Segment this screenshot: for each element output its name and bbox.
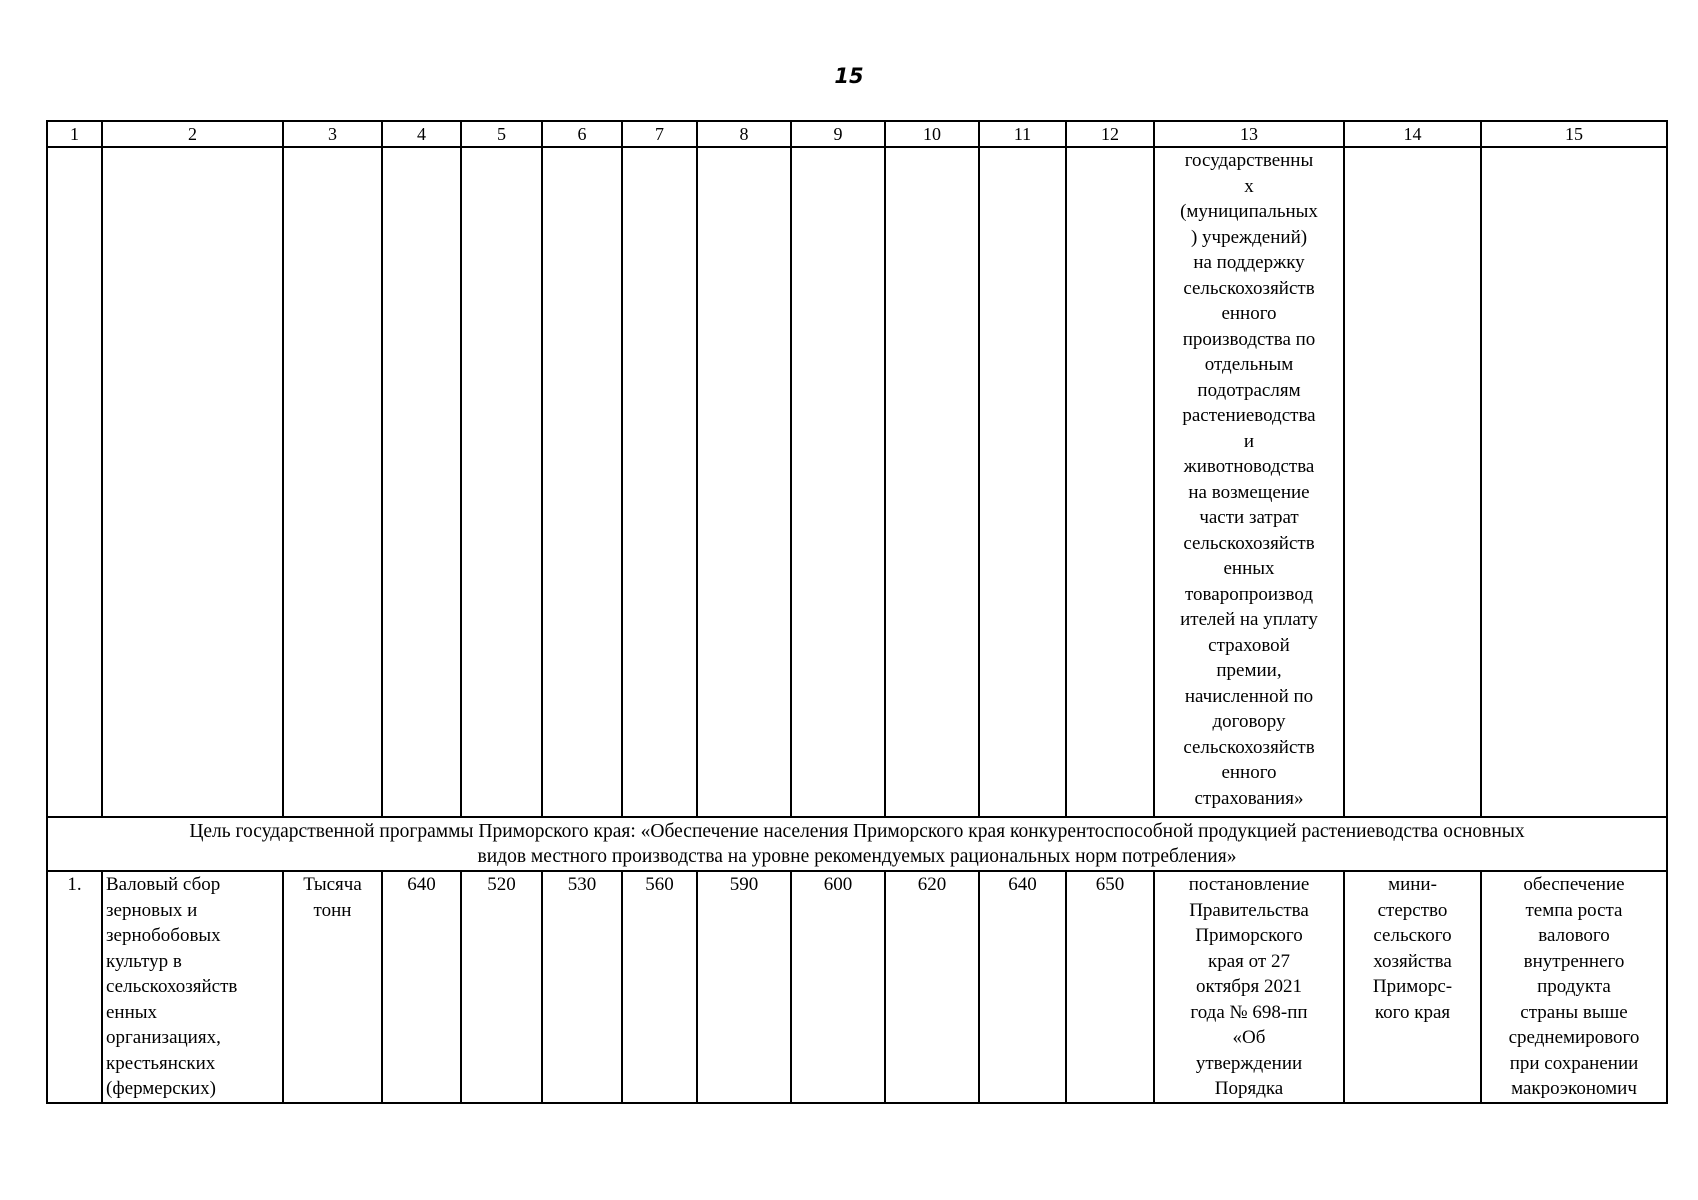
text-line: подотраслям [1197, 379, 1301, 401]
column-number-10: 10 [885, 121, 979, 147]
row-number: 1. [47, 871, 102, 1103]
continuation-row [47, 147, 1667, 817]
text-line: среднемирового [1508, 1027, 1640, 1048]
column-number-11: 11 [979, 121, 1066, 147]
column-number-5: 5 [461, 121, 542, 147]
empty-cell [885, 147, 979, 817]
text-line: растениеводства [1182, 405, 1316, 426]
empty-cell [1344, 147, 1481, 817]
empty-cell [979, 147, 1066, 817]
empty-cell [382, 147, 461, 817]
text-line: (муниципальных [1180, 201, 1318, 222]
text-line: Приморского [1195, 925, 1303, 946]
text-line: валового [1538, 925, 1610, 946]
empty-cell [542, 147, 622, 817]
text-line: (фермерских) [106, 1078, 216, 1099]
text-line: «Об [1232, 1027, 1266, 1048]
text-line: края от 27 [1208, 950, 1290, 972]
column-numbers-row [47, 121, 1667, 147]
column-number-8: 8 [697, 121, 791, 147]
text-line: и [1243, 430, 1255, 452]
text-line: сельскохозяйств [1183, 532, 1315, 554]
value-cell: 650 [1066, 871, 1154, 1103]
text-line: товаропроизвод [1184, 583, 1313, 605]
text-line: на поддержку [1193, 252, 1305, 273]
text-line: продукта [1537, 976, 1611, 997]
text-line: отдельным [1204, 354, 1294, 375]
column-number-9: 9 [791, 121, 885, 147]
column-number-3: 3 [283, 121, 382, 147]
text-line: постановление [1188, 874, 1310, 895]
text-line: ) учреждений) [1190, 226, 1308, 248]
text-line: части затрат [1199, 507, 1299, 528]
empty-cell [461, 147, 542, 817]
text-line: сельского [1373, 925, 1452, 946]
national-goal-cell [1481, 871, 1667, 1103]
responsible-executor-cell [1344, 871, 1481, 1103]
column-number-1: 1 [47, 121, 102, 147]
text-line: сельскохозяйств [1183, 277, 1315, 299]
column-number-2: 2 [102, 121, 283, 147]
text-line: Валовый сбор [106, 874, 221, 895]
value-cell: 590 [697, 871, 791, 1103]
text-line: культур в [106, 950, 182, 972]
column-number-7: 7 [622, 121, 697, 147]
text-line: кого края [1374, 1001, 1451, 1023]
program-goal-cell [47, 817, 1667, 871]
text-line: на возмещение [1188, 481, 1310, 503]
text-line: ителей на уплату [1180, 609, 1318, 630]
empty-cell [1481, 147, 1667, 817]
column-number-4: 4 [382, 121, 461, 147]
legal-document-cell [1154, 871, 1344, 1103]
value-cell: 520 [461, 871, 542, 1103]
indicator-name-cell [102, 871, 283, 1103]
text-line: енного [1221, 303, 1277, 324]
text-line: начисленной по [1184, 685, 1314, 707]
text-line: енных [106, 1001, 158, 1023]
text-line: Тысяча [303, 874, 362, 895]
value-cell: 560 [622, 871, 697, 1103]
text-line: Порядка [1214, 1078, 1284, 1099]
text-line: договору [1212, 711, 1286, 732]
continued-document-cell [1154, 147, 1344, 817]
program-goal-row [47, 817, 1667, 871]
empty-cell [283, 147, 382, 817]
empty-cell [47, 147, 102, 817]
indicator-row [47, 871, 1667, 1103]
column-number-14: 14 [1344, 121, 1481, 147]
text-line: производства по [1182, 328, 1316, 350]
text-line: страхования» [1194, 787, 1304, 809]
unit-cell [283, 871, 382, 1103]
column-number-6: 6 [542, 121, 622, 147]
text-line: при сохранении [1509, 1052, 1639, 1074]
value-cell: 620 [885, 871, 979, 1103]
column-number-13: 13 [1154, 121, 1344, 147]
text-line: тонн [313, 899, 352, 921]
empty-cell [697, 147, 791, 817]
text-line: макроэкономич [1511, 1078, 1637, 1099]
page-number: 15 [834, 64, 864, 88]
empty-cell [102, 147, 283, 817]
value-cell: 530 [542, 871, 622, 1103]
value-cell: 640 [382, 871, 461, 1103]
text-line: Приморс- [1372, 976, 1453, 997]
text-line: зернобобовых [106, 925, 221, 946]
text-line: сельскохозяйств [1183, 736, 1315, 758]
column-number-12: 12 [1066, 121, 1154, 147]
program-goal-line-1: Цель государственной программы Приморского края: «Обеспечение населения Приморского края конкурентоспособной продукцией растениеводства основных [189, 821, 1525, 842]
text-line: крестьянских [106, 1052, 216, 1074]
value-cell: 600 [791, 871, 885, 1103]
indicators-table [46, 120, 1668, 1104]
empty-cell [791, 147, 885, 817]
text-line: хозяйства [1373, 950, 1452, 972]
text-line: организациях, [106, 1027, 221, 1048]
text-line: мини- [1388, 874, 1437, 895]
text-line: сельскохозяйств [106, 976, 238, 997]
text-line: утверждении [1195, 1052, 1303, 1074]
value-cell: 640 [979, 871, 1066, 1103]
text-line: енных [1223, 558, 1275, 579]
text-line: государственны [1184, 150, 1314, 171]
program-goal-line-2: видов местного производства на уровне рекомендуемых рациональных норм потребления» [477, 846, 1237, 867]
text-line: страховой [1208, 634, 1290, 656]
text-line: премии, [1216, 660, 1282, 681]
text-line: енного [1221, 762, 1277, 783]
empty-cell [622, 147, 697, 817]
text-line: обеспечение [1523, 874, 1625, 895]
empty-cell [1066, 147, 1154, 817]
column-number-15: 15 [1481, 121, 1667, 147]
text-line: страны выше [1520, 1001, 1628, 1023]
text-line: внутреннего [1523, 950, 1625, 972]
text-line: года № 698-пп [1190, 1001, 1308, 1023]
text-line: октября 2021 [1196, 976, 1302, 997]
text-line: темпа роста [1525, 899, 1623, 921]
text-line: животноводства [1183, 456, 1315, 477]
text-line: зерновых и [106, 899, 198, 921]
text-line: х [1244, 175, 1254, 197]
text-line: Правительства [1189, 899, 1309, 921]
text-line: стерство [1377, 899, 1448, 921]
